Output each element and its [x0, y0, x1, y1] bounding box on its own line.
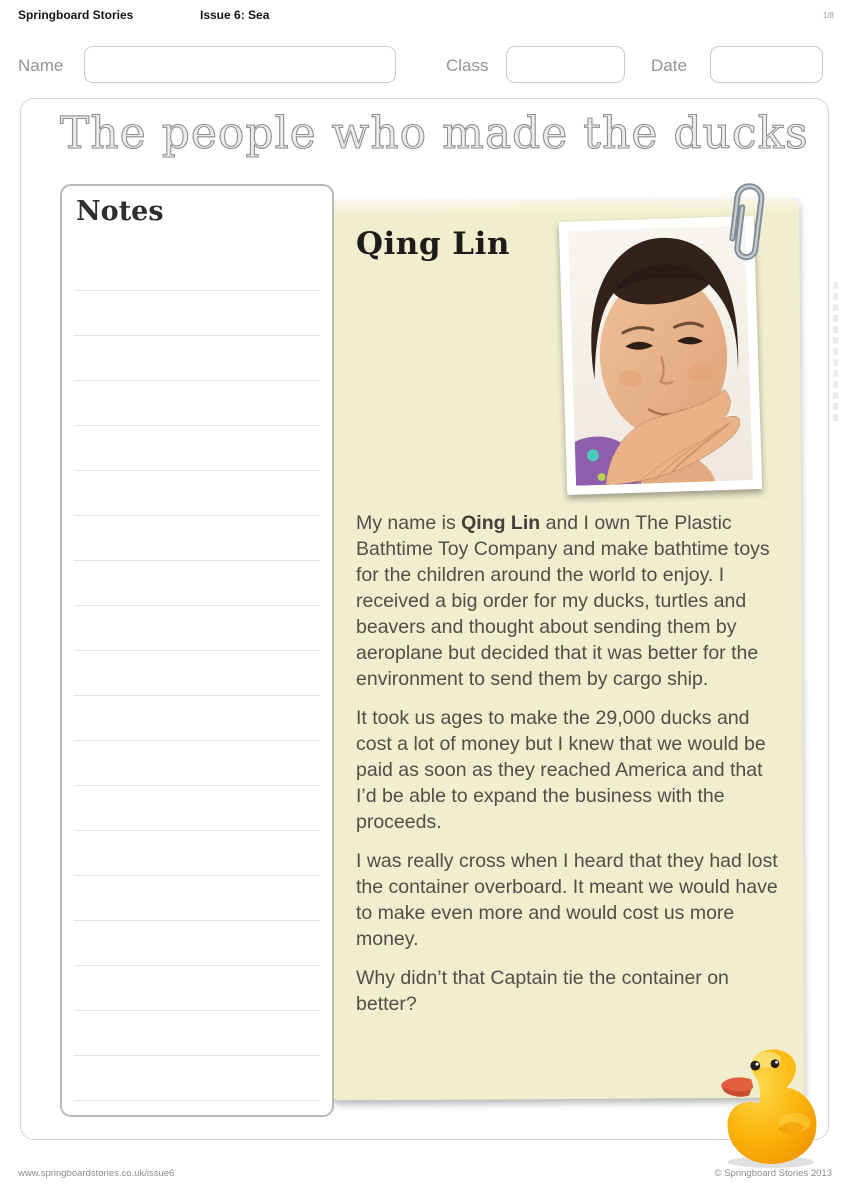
notes-line: [74, 516, 320, 561]
issue-title: Issue 6: Sea: [200, 8, 270, 22]
notes-line: [74, 1056, 320, 1101]
notes-line: [74, 651, 320, 696]
brand-title: Springboard Stories: [18, 8, 134, 22]
photo-credit-vertical-text: [833, 282, 838, 422]
date-label: Date: [651, 56, 687, 75]
rubber-duck-icon: [712, 1038, 830, 1170]
story-text: [356, 510, 786, 1030]
notes-line: [74, 876, 320, 921]
notes-panel: [60, 184, 334, 1117]
notes-heading: Notes: [76, 196, 164, 227]
name-label: Name: [18, 56, 64, 75]
date-input[interactable]: [710, 46, 823, 83]
footer-copyright: © Springboard Stories 2013: [714, 1168, 832, 1179]
story-paragraph: Why didn’t that Captain tie the container on better?: [356, 967, 729, 1015]
notes-line: [74, 921, 320, 966]
class-label: Class: [446, 56, 489, 75]
notes-line: [74, 606, 320, 651]
notes-line: [74, 696, 320, 741]
notes-line: [74, 831, 320, 876]
name-input[interactable]: [84, 46, 396, 83]
class-input[interactable]: [506, 46, 625, 83]
notes-line: [74, 1011, 320, 1056]
notes-line: [74, 246, 320, 291]
notes-line: [74, 291, 320, 336]
notes-line: [74, 561, 320, 606]
notes-line: [74, 966, 320, 1011]
story-paragraph: I was really cross when I heard that they had lost the container overboard. It meant we would have to make even more and would cost us more money.: [356, 850, 778, 950]
worksheet-title: The people who made the ducks: [60, 108, 809, 159]
story-heading: Qing Lin: [356, 226, 510, 262]
story-paragraph: My name is Qing Lin and I own The Plastic Bathtime Toy Company and make bathtime toys for the children around the world to enjoy. I received a big order for my ducks, turtles and beavers and thought about sending them by aeroplane but decided that it was better for the environment to send them by cargo ship.: [356, 512, 770, 690]
notes-line: [74, 381, 320, 426]
notes-line: [74, 336, 320, 381]
notes-line: [74, 426, 320, 471]
notes-line: [74, 786, 320, 831]
story-paragraph: It took us ages to make the 29,000 ducks and cost a lot of money but I knew that we would be paid as soon as they reached America and that I’d be able to expand the business with the proceeds.: [356, 707, 766, 833]
notes-ruled-lines: [74, 246, 320, 1101]
notes-line: [74, 741, 320, 786]
notes-line: [74, 471, 320, 516]
page-indicator: 1/8: [822, 11, 834, 20]
footer-url: www.springboardstories.co.uk/issue6: [18, 1168, 175, 1179]
